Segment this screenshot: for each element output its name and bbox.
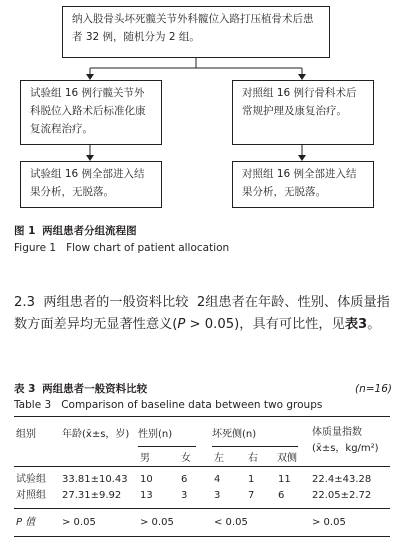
flow-box-trial-result — [20, 161, 162, 208]
row1-left: 4 — [214, 474, 221, 485]
row1-age: 33.81±10.43 — [62, 474, 128, 485]
th-female: 女 — [181, 453, 191, 464]
figure-label-en: Figure 1 — [14, 242, 57, 254]
row1-both: 11 — [278, 474, 291, 485]
th-left: 左 — [214, 453, 224, 464]
flow-box-control-text: 对照组 16 例行骨科术后常规护理及康复治疗。 — [242, 87, 357, 117]
table-title-en-text: Comparison of baseline data between two groups — [61, 399, 323, 411]
flow-box-control — [232, 80, 374, 145]
row1-group: 试验组 — [16, 474, 46, 485]
p-symbol: P — [177, 317, 186, 332]
row2-both: 6 — [278, 490, 285, 501]
table-title-en — [14, 398, 392, 412]
row1-bmi: 22.4±43.28 — [312, 474, 372, 485]
table-bottom-rule — [14, 536, 390, 537]
prow-label: P 值 — [16, 517, 36, 528]
table-body-rule — [14, 508, 390, 509]
figure-caption-en — [14, 241, 229, 255]
flow-box-control-result-text: 对照组 16 例全部进入结果分析，无脱落。 — [242, 168, 357, 198]
flow-box-trial-text: 试验组 16 例行髋关节外科脱位入路术后标准化康复流程治疗。 — [30, 87, 146, 135]
section-heading: 两组患者的一般资料比较 — [43, 295, 189, 310]
row2-bmi: 22.05±2.72 — [312, 490, 372, 501]
th-side: 坏死侧(n) — [212, 429, 257, 440]
th-sex: 性别(n) — [138, 429, 173, 440]
figure-title-en: Flow chart of patient allocation — [66, 242, 230, 254]
table-title-cn-text: 两组患者一般资料比较 — [42, 383, 148, 395]
th-group: 组别 — [16, 429, 36, 440]
flow-box-trial — [20, 80, 162, 145]
figure-caption-cn — [14, 224, 137, 238]
prow-sex: > 0.05 — [140, 517, 174, 528]
figure-title-cn: 两组患者分组流程图 — [42, 225, 137, 237]
prow-bmi: > 0.05 — [312, 517, 346, 528]
row2-female: 3 — [181, 490, 188, 501]
row1-right: 1 — [248, 474, 255, 485]
row1-female: 6 — [181, 474, 188, 485]
figure-label-cn: 图 1 — [14, 225, 36, 237]
th-bmi: 体质量指数 — [312, 427, 362, 438]
row2-left: 3 — [214, 490, 221, 501]
prow-age: > 0.05 — [62, 517, 96, 528]
table-n-note: (n=16) — [354, 383, 392, 395]
section-number: 2.3 — [14, 295, 35, 310]
table-sex-underline — [138, 446, 196, 447]
table-header-rule — [14, 466, 390, 467]
table-side-underline — [212, 446, 298, 447]
th-both: 双侧 — [277, 453, 297, 464]
row2-group: 对照组 — [16, 490, 46, 501]
th-age: 年龄(x̄±s，岁) — [62, 429, 130, 440]
row2-age: 27.31±9.92 — [62, 490, 122, 501]
th-male: 男 — [140, 453, 150, 464]
row2-male: 13 — [140, 490, 153, 501]
table-reference: 表3 — [344, 317, 368, 332]
flow-box-trial-result-text: 试验组 16 例全部进入结果分析，无脱落。 — [30, 168, 145, 198]
table-top-rule — [14, 416, 390, 417]
th-bmi-unit: (x̄±s，kg/m²) — [312, 443, 379, 454]
flow-box-top-text: 纳入股骨头坏死髋关节外科髋位入路打压植骨术后患者 32 例，随机分为 2 组。 — [72, 13, 314, 43]
table-label-cn: 表 3 — [14, 383, 36, 395]
row1-male: 10 — [140, 474, 153, 485]
prow-side: < 0.05 — [214, 517, 248, 528]
table-title-cn — [14, 382, 392, 396]
section-paragraph — [14, 292, 394, 336]
section-text-2: > 0.05)，具有可比性，见 — [185, 317, 345, 332]
th-right: 右 — [248, 453, 258, 464]
section-end: 。 — [367, 317, 381, 332]
table-label-en: Table 3 — [14, 399, 52, 411]
row2-right: 7 — [248, 490, 255, 501]
section-text-1: 2组患者在年龄、性别、体质量指数方面差异均无显著性意义( — [14, 295, 390, 332]
flow-box-control-result — [232, 161, 374, 208]
